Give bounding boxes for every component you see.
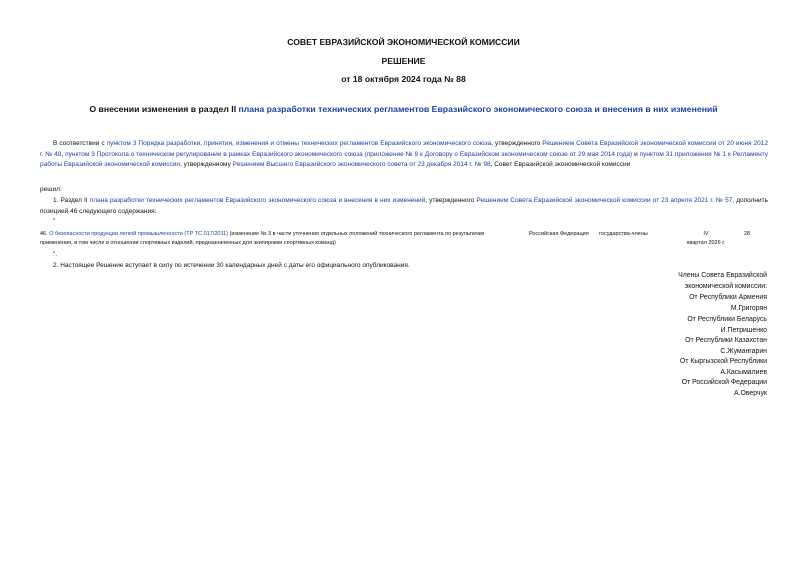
signatory-country: От Республики Армения <box>689 294 767 301</box>
signatory-name: А.Оверчук <box>733 390 767 397</box>
signatory-name: А.Касымалиев <box>720 369 767 376</box>
table-cell-number: 28 <box>744 231 751 237</box>
preamble-text: , утвержденному <box>180 161 233 169</box>
quote-close-mark: ". <box>53 251 58 258</box>
issuing-organization: СОВЕТ ЕВРАЗИЙСКОЙ ЭКОНОМИЧЕСКОЙ КОМИССИИ <box>287 37 520 47</box>
signatures-heading <box>678 271 767 293</box>
signatory-name: М.Григорян <box>730 305 767 312</box>
table-row-description <box>40 230 512 247</box>
preamble-text: , Совет Евразийской экономической комиссии <box>490 161 631 169</box>
row-text: (изменение № 3 в части уточнения отдельных положений технического регламента по результатам применения, в том числе в отношении спортивных изделий, предназначенных для экипировки спортивных команд) <box>40 231 485 246</box>
document-title <box>0 104 807 114</box>
preamble-paragraph <box>40 139 768 171</box>
signatory-name: С.Жумангарин <box>720 348 767 355</box>
row-number: 46. <box>40 231 50 237</box>
plan-link[interactable]: плана разработки технических регламентов Евразийского экономического союза и внесения в них изменений <box>89 197 426 204</box>
table-cell-participants: государства-члены <box>599 231 648 237</box>
decision-98-link[interactable]: Решением Высшего Евразийского экономического совета от 23 декабря 2014 г. № 98 <box>232 161 491 169</box>
quarter-text: квартал 2026 г. <box>686 239 726 246</box>
item-2-paragraph: 2. Настоящее Решение вступает в силу по истечении 30 календарных дней с даты его официального опубликования. <box>53 262 410 269</box>
signatory-name: И.Петришенко <box>720 327 767 334</box>
table-cell-developer: Российская Федерация <box>529 231 589 237</box>
item-1-text: , дополнить позицией 46 следующего содержания: <box>40 197 768 215</box>
decision-48-link[interactable]: Решением Совета Евразийской экономической комиссии от 20 июня 2012 г. № 48 <box>40 140 769 158</box>
regulation-name-link[interactable]: О безопасности продукции легкой промышленности <box>49 231 183 237</box>
table-cell-quarter <box>676 230 736 247</box>
quarter-roman: IV <box>703 231 709 237</box>
item-1-text: , утвержденного <box>425 197 477 204</box>
item-1-paragraph <box>40 196 768 217</box>
regulation-link[interactable]: пунктом 31 приложения № 1 к Регламенту работы Евразийской экономической комиссии <box>40 150 768 169</box>
resolved-label: решил: <box>40 186 62 193</box>
signatory-country: От Республики Беларусь <box>687 316 767 323</box>
signatures-heading-line: Члены Совета Евразийской <box>678 272 767 279</box>
quote-open-mark: " <box>53 218 56 225</box>
preamble-text: , утвержденного <box>491 140 543 147</box>
preamble-text: и <box>632 150 640 158</box>
decision-57-link[interactable]: Решением Совета Евразийской экономической комиссии от 23 апреля 2021 г. № 57 <box>476 197 733 204</box>
document-date-number: от 18 октября 2024 года № 88 <box>341 74 466 84</box>
document-type: РЕШЕНИЕ <box>381 56 426 66</box>
plan-link[interactable]: плана разработки технических регламентов Евразийского экономического союза и внесения в них изменений <box>238 104 718 114</box>
signatory-country: От Кыргызской Республики <box>679 358 767 365</box>
signatory-country: От Российской Федерации <box>681 379 767 386</box>
document-title-text: О внесении изменения в раздел II <box>89 104 239 114</box>
tr-ts-017-link[interactable]: (ТР ТС 017/2011) <box>184 231 228 237</box>
preamble-text: , <box>61 150 66 158</box>
item-1-text: 1. Раздел II <box>53 197 90 204</box>
preamble-text: В соответствии с <box>53 140 107 147</box>
signatory-country: От Республики Казахстан <box>685 337 767 344</box>
signatures-heading-line: экономической комиссии: <box>684 282 767 290</box>
procedure-link[interactable]: пунктом 3 Порядка разработки, принятия, изменения и отмены технических регламентов Евразийского экономического союза <box>106 140 492 147</box>
protocol-link[interactable]: пунктом 3 Протокола о техническом регулировании в рамках Евразийского экономического союза (приложение № 9 к Договору о Евразийском экономическом союзе от 29 мая 2014 года) <box>65 150 633 158</box>
